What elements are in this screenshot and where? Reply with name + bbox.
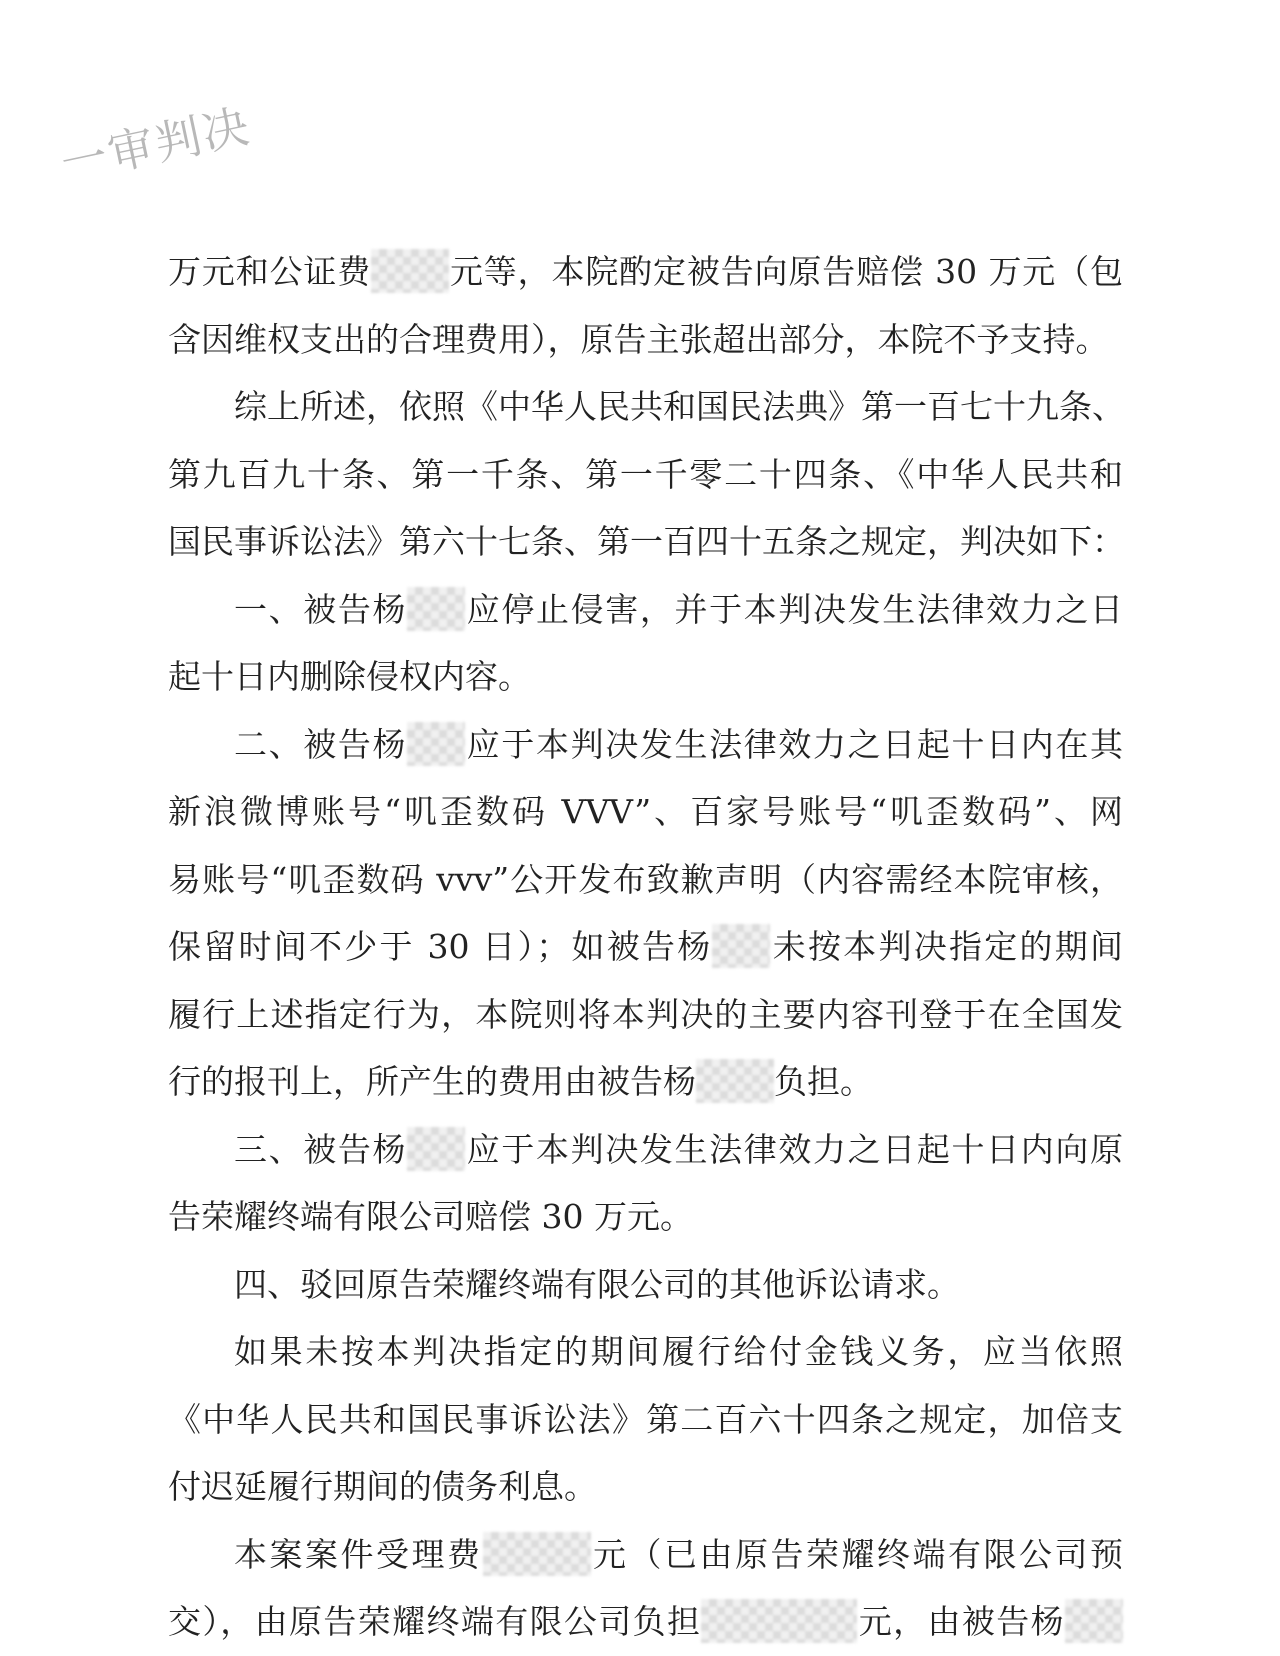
text-segment: 如果未按本判决指定的期间履行给付金钱义务，应当依照 — [234, 1332, 1123, 1371]
text-segment: 国民事诉讼法》第六十七条、第一百四十五条之规定，判决如下： — [168, 522, 1125, 561]
text-segment: 履行上述指定行为，本院则将本判决的主要内容刊登于在全国发 — [168, 994, 1123, 1034]
redacted-mosaic — [407, 1127, 465, 1171]
redacted-mosaic — [483, 1532, 591, 1576]
text-line — [168, 306, 1123, 374]
text-segment: 第九百九十条、第一千条、第一千零二十四条、《中华人民共和 — [168, 454, 1123, 494]
text-segment: 一、被告杨 — [234, 589, 408, 629]
redacted-mosaic — [701, 1599, 857, 1643]
text-line — [168, 1453, 1123, 1521]
text-segment: 付迟延履行期间的债务利息。 — [168, 1467, 597, 1506]
text-segment: 含因维权支出的合理费用），原告主张超出部分，本院不予支持。 — [168, 319, 1109, 359]
text-line — [168, 913, 1123, 981]
text-line — [168, 778, 1123, 846]
judgment-document-body — [168, 238, 1123, 1656]
text-line — [168, 238, 1123, 306]
text-line — [168, 1588, 1123, 1656]
text-line — [168, 1318, 1123, 1386]
text-line — [168, 1521, 1123, 1589]
text-line — [168, 711, 1123, 779]
text-segment: 保留时间不少于 30 日）；如被告杨 — [168, 927, 713, 966]
text-line — [168, 1048, 1123, 1116]
redacted-mosaic — [696, 1059, 774, 1103]
text-segment: 未按本判决指定的期间 — [770, 927, 1123, 966]
watermark-stamp: 一审判决 — [56, 98, 256, 192]
text-segment: 本案案件受理费 — [234, 1534, 483, 1574]
text-line — [168, 441, 1123, 509]
text-segment: 交），由原告荣耀终端有限公司负担 — [168, 1602, 702, 1641]
text-line — [168, 508, 1123, 576]
text-segment: 应停止侵害，并于本判决发生法律效力之日 — [465, 589, 1123, 629]
text-segment: 元，由被告杨 — [857, 1602, 1066, 1641]
text-line — [168, 373, 1123, 441]
text-line — [168, 1386, 1123, 1454]
redacted-mosaic — [407, 587, 465, 631]
text-segment: 新浪微博账号“叽歪数码 VVV”、百家号账号“叽歪数码”、网 — [168, 792, 1123, 831]
text-segment: 应于本判决发生法律效力之日起十日内在其 — [465, 724, 1123, 764]
text-line — [168, 576, 1123, 644]
text-segment: 应于本判决发生法律效力之日起十日内向原 — [465, 1129, 1123, 1169]
text-segment: 行的报刊上，所产生的费用由被告杨 — [168, 1062, 696, 1101]
text-segment: 二、被告杨 — [234, 724, 408, 764]
text-segment: 《中华人民共和国民事诉讼法》第二百六十四条之规定，加倍支 — [168, 1399, 1123, 1439]
redacted-mosaic — [407, 722, 465, 766]
text-segment: 负担。 — [774, 1062, 873, 1101]
text-segment: 综上所述，依照《中华人民共和国民法典》第一百七十九条、 — [234, 387, 1125, 426]
text-segment: 告荣耀终端有限公司赔偿 30 万元。 — [168, 1197, 693, 1236]
text-line — [168, 1116, 1123, 1184]
text-line — [168, 846, 1123, 914]
text-segment: 三、被告杨 — [234, 1129, 408, 1169]
redacted-mosaic — [371, 249, 449, 293]
text-segment: 易账号“叽歪数码 vvv”公开发布致歉声明（内容需经本院审核， — [168, 859, 1123, 899]
redacted-mosaic — [1065, 1599, 1123, 1643]
text-segment: 四、驳回原告荣耀终端有限公司的其他诉讼请求。 — [234, 1264, 960, 1304]
text-segment: 元等，本院酌定被告向原告赔偿 30 万元（包 — [449, 252, 1123, 291]
text-segment: 万元和公证费 — [168, 252, 372, 291]
text-line — [168, 981, 1123, 1049]
text-line — [168, 643, 1123, 711]
text-segment: 起十日内删除侵权内容。 — [168, 657, 531, 696]
text-line — [168, 1183, 1123, 1251]
text-line — [168, 1251, 1123, 1319]
text-segment: 元（已由原告荣耀终端有限公司预 — [590, 1534, 1123, 1574]
redacted-mosaic — [712, 924, 770, 968]
